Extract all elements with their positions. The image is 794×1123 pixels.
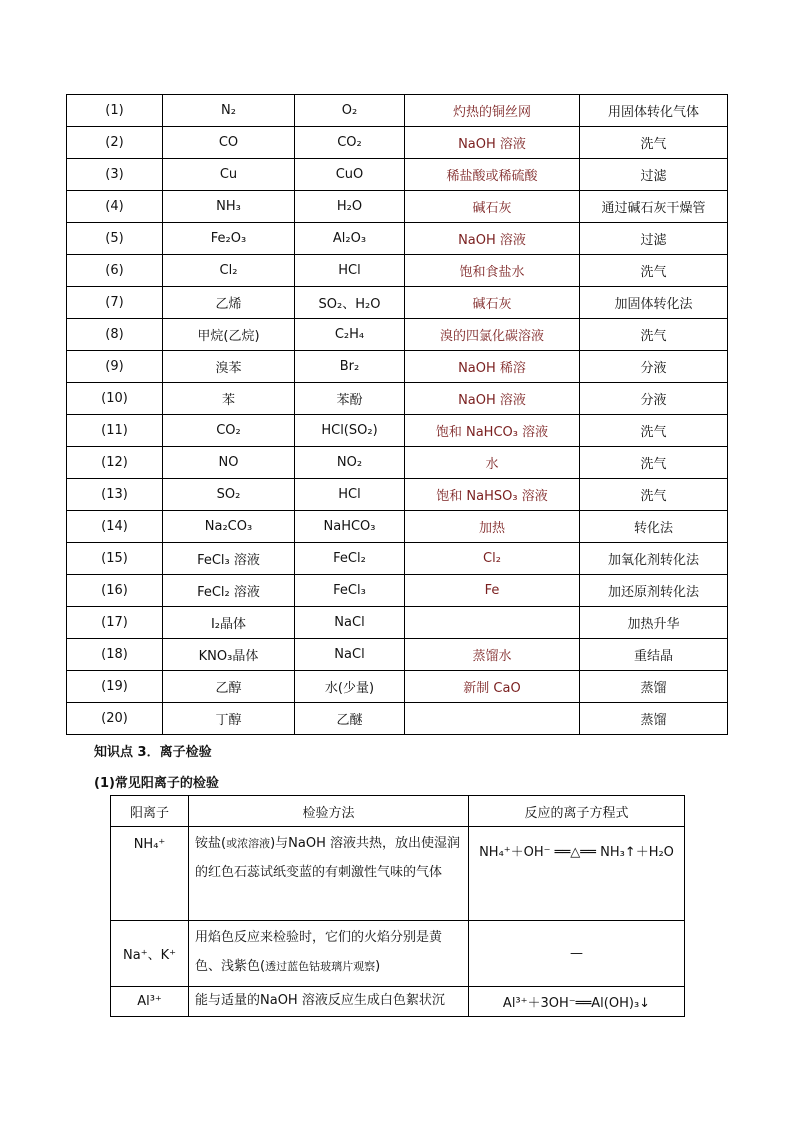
reagent-cell: Fe <box>405 575 580 607</box>
impurity-cell: HCl <box>295 479 405 511</box>
method-cell: 分液 <box>580 383 728 415</box>
row-number: (11) <box>67 415 163 447</box>
test-method-text: 能与适量的NaOH 溶液反应生成白色絮状沉 <box>195 993 445 1008</box>
reagent-cell: 饱和食盐水 <box>405 255 580 287</box>
reagent-cell: 水 <box>405 447 580 479</box>
separation-row <box>67 511 728 543</box>
separation-row <box>67 415 728 447</box>
substance-cell: CO₂ <box>163 415 295 447</box>
row-number: (20) <box>67 703 163 735</box>
reagent-cell: 碱石灰 <box>405 287 580 319</box>
cation-name: NH₄⁺ <box>111 827 189 921</box>
substance-cell: SO₂ <box>163 479 295 511</box>
method-cell: 用固体转化气体 <box>580 95 728 127</box>
impurity-cell: 乙醚 <box>295 703 405 735</box>
row-number: (14) <box>67 511 163 543</box>
row-number: (10) <box>67 383 163 415</box>
impurity-cell: 苯酚 <box>295 383 405 415</box>
method-cell: 洗气 <box>580 447 728 479</box>
substance-cell: CO <box>163 127 295 159</box>
method-cell: 蒸馏 <box>580 671 728 703</box>
method-cell: 过滤 <box>580 223 728 255</box>
separation-row <box>67 639 728 671</box>
impurity-cell: CuO <box>295 159 405 191</box>
substance-cell: 乙醇 <box>163 671 295 703</box>
row-number: (16) <box>67 575 163 607</box>
cation-name: Na⁺、K⁺ <box>111 921 189 987</box>
reagent-cell <box>405 703 580 735</box>
impurity-cell: 水(少量) <box>295 671 405 703</box>
reagent-cell: 碱石灰 <box>405 191 580 223</box>
separation-row <box>67 447 728 479</box>
row-number: (1) <box>67 95 163 127</box>
impurity-cell: NaCl <box>295 607 405 639</box>
separation-row <box>67 223 728 255</box>
substance-cell: FeCl₃ 溶液 <box>163 543 295 575</box>
reagent-cell: NaOH 溶液 <box>405 127 580 159</box>
cation-name: Al³⁺ <box>111 987 189 1017</box>
substance-cell: NO <box>163 447 295 479</box>
row-number: (4) <box>67 191 163 223</box>
row-number: (8) <box>67 319 163 351</box>
row-number: (13) <box>67 479 163 511</box>
substance-cell: Fe₂O₃ <box>163 223 295 255</box>
separation-row <box>67 287 728 319</box>
impurity-cell: SO₂、H₂O <box>295 287 405 319</box>
reagent-cell: 灼热的铜丝网 <box>405 95 580 127</box>
test-method-note: 或浓溶液 <box>226 837 271 850</box>
separation-table-body <box>67 95 728 735</box>
reagent-cell: 加热 <box>405 511 580 543</box>
impurity-cell: NaCl <box>295 639 405 671</box>
impurity-cell: C₂H₄ <box>295 319 405 351</box>
method-cell: 加热升华 <box>580 607 728 639</box>
reagent-cell: 饱和 NaHCO₃ 溶液 <box>405 415 580 447</box>
header-test-method: 检验方法 <box>189 796 469 827</box>
method-cell: 加还原剂转化法 <box>580 575 728 607</box>
impurity-cell: NO₂ <box>295 447 405 479</box>
cation-table-header-row <box>111 796 685 827</box>
substance-cell: I₂晶体 <box>163 607 295 639</box>
reagent-cell <box>405 607 580 639</box>
substance-cell: 甲烷(乙烷) <box>163 319 295 351</box>
impurity-cell: HCl(SO₂) <box>295 415 405 447</box>
separation-row <box>67 575 728 607</box>
separation-row <box>67 383 728 415</box>
reagent-cell: NaOH 稀溶 <box>405 351 580 383</box>
substance-cell: FeCl₂ 溶液 <box>163 575 295 607</box>
separation-row <box>67 319 728 351</box>
impurity-cell: O₂ <box>295 95 405 127</box>
method-cell: 转化法 <box>580 511 728 543</box>
substance-cell: 乙烯 <box>163 287 295 319</box>
test-method <box>189 921 469 987</box>
method-cell: 蒸馏 <box>580 703 728 735</box>
impurity-cell: Br₂ <box>295 351 405 383</box>
impurity-cell: FeCl₂ <box>295 543 405 575</box>
method-cell: 过滤 <box>580 159 728 191</box>
method-cell: 洗气 <box>580 415 728 447</box>
separation-row <box>67 703 728 735</box>
substance-cell: Cl₂ <box>163 255 295 287</box>
method-cell: 洗气 <box>580 319 728 351</box>
ionic-equation: Al³⁺＋3OH⁻══Al(OH)₃↓ <box>469 987 685 1017</box>
method-cell: 加氧化剂转化法 <box>580 543 728 575</box>
method-cell: 通过碱石灰干燥管 <box>580 191 728 223</box>
reagent-cell: 溴的四氯化碳溶液 <box>405 319 580 351</box>
row-number: (6) <box>67 255 163 287</box>
impurity-cell: FeCl₃ <box>295 575 405 607</box>
separation-row <box>67 607 728 639</box>
separation-row <box>67 351 728 383</box>
section-title: 知识点 3．离子检验 <box>94 745 212 760</box>
substance-cell: 苯 <box>163 383 295 415</box>
reagent-cell: 饱和 NaHSO₃ 溶液 <box>405 479 580 511</box>
row-number: (15) <box>67 543 163 575</box>
separation-row <box>67 191 728 223</box>
row-number: (12) <box>67 447 163 479</box>
cation-row <box>111 921 685 987</box>
reagent-cell: Cl₂ <box>405 543 580 575</box>
row-number: (2) <box>67 127 163 159</box>
separation-row <box>67 95 728 127</box>
substance-cell: KNO₃晶体 <box>163 639 295 671</box>
method-cell: 重结晶 <box>580 639 728 671</box>
method-cell: 洗气 <box>580 127 728 159</box>
reagent-cell: 蒸馏水 <box>405 639 580 671</box>
row-number: (3) <box>67 159 163 191</box>
reagent-cell: 新制 CaO <box>405 671 580 703</box>
test-method <box>189 827 469 921</box>
test-method-note: 透过蓝色钴玻璃片观察 <box>265 960 376 973</box>
substance-cell: 溴苯 <box>163 351 295 383</box>
impurity-cell: CO₂ <box>295 127 405 159</box>
row-number: (19) <box>67 671 163 703</box>
impurity-cell: Al₂O₃ <box>295 223 405 255</box>
impurity-cell: HCl <box>295 255 405 287</box>
separation-table <box>66 94 728 735</box>
impurity-cell: NaHCO₃ <box>295 511 405 543</box>
ionic-equation: NH₄⁺＋OH⁻ ══△══ NH₃↑＋H₂O <box>469 827 685 921</box>
header-cation: 阳离子 <box>111 796 189 827</box>
substance-cell: Cu <box>163 159 295 191</box>
method-cell: 分液 <box>580 351 728 383</box>
ionic-equation: — <box>469 921 685 987</box>
test-method-text: )与NaOH 溶液共热，放出使湿润的红色石蕊试纸变蓝的有刺激性气味的气体 <box>195 836 460 880</box>
substance-cell: 丁醇 <box>163 703 295 735</box>
substance-cell: NH₃ <box>163 191 295 223</box>
substance-cell: Na₂CO₃ <box>163 511 295 543</box>
section-subtitle: (1)常见阳离子的检验 <box>94 776 219 791</box>
cation-row <box>111 987 685 1017</box>
separation-row <box>67 671 728 703</box>
impurity-cell: H₂O <box>295 191 405 223</box>
reagent-cell: NaOH 溶液 <box>405 223 580 255</box>
reagent-cell: NaOH 溶液 <box>405 383 580 415</box>
cation-row <box>111 827 685 921</box>
separation-row <box>67 543 728 575</box>
header-ionic-equation: 反应的离子方程式 <box>469 796 685 827</box>
row-number: (9) <box>67 351 163 383</box>
row-number: (18) <box>67 639 163 671</box>
row-number: (5) <box>67 223 163 255</box>
substance-cell: N₂ <box>163 95 295 127</box>
separation-row <box>67 159 728 191</box>
test-method-text: ) <box>375 959 381 974</box>
row-number: (7) <box>67 287 163 319</box>
separation-row <box>67 479 728 511</box>
separation-row <box>67 255 728 287</box>
cation-test-table <box>110 795 685 1017</box>
row-number: (17) <box>67 607 163 639</box>
reagent-cell: 稀盐酸或稀硫酸 <box>405 159 580 191</box>
test-method-text: 铵盐( <box>195 836 227 851</box>
method-cell: 洗气 <box>580 479 728 511</box>
method-cell: 加固体转化法 <box>580 287 728 319</box>
separation-row <box>67 127 728 159</box>
test-method-text: 用焰色反应来检验时，它们的火焰分别是黄色、浅紫色( <box>195 930 443 974</box>
test-method <box>189 987 469 1017</box>
method-cell: 洗气 <box>580 255 728 287</box>
